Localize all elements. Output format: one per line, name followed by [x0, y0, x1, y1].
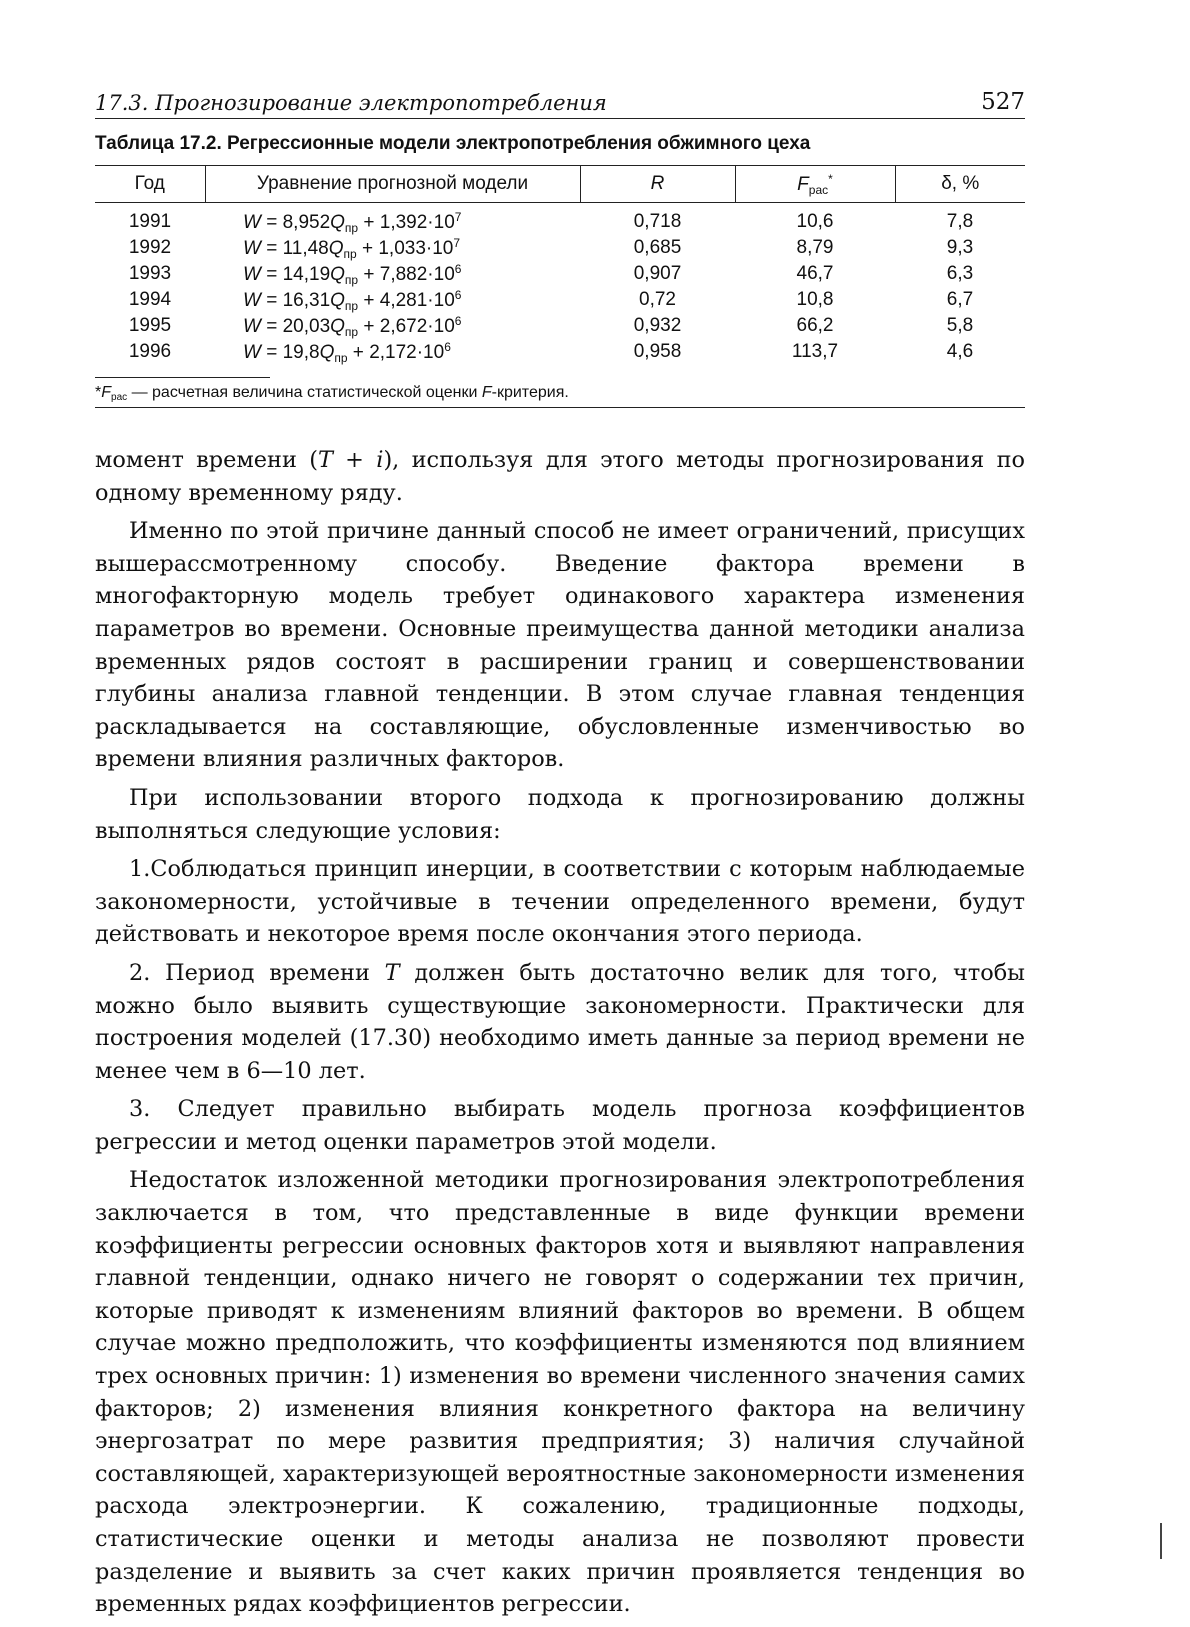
- eq-plus: +: [358, 211, 380, 233]
- eq-q-sub: пр: [334, 350, 348, 365]
- p1-var-i: i: [376, 447, 384, 473]
- eq-lhs: W: [243, 211, 261, 233]
- eq-q-sub: пр: [344, 220, 359, 235]
- eq-coef: 11,48: [282, 237, 329, 259]
- cell-equation: [205, 287, 580, 313]
- cell-equation: [205, 313, 580, 339]
- eq-lhs: W: [243, 315, 261, 337]
- p5-text-b: должен быть достаточно велик для того, чтобы можно было выявить существующие закономерности. Практически для построения моделей (17.30) необходимо иметь данные за период времени не менее чем в 6—10 лет.: [95, 959, 1025, 1084]
- header-equation: Уравнение прогнозной модели: [205, 166, 580, 203]
- page-number: 527: [981, 89, 1025, 115]
- eq-coef: 20,03: [282, 315, 331, 337]
- eq-q: Q: [330, 289, 345, 311]
- eq-mantissa: 2,672·10: [379, 315, 455, 337]
- eq-equals: =: [260, 211, 283, 233]
- cell-equation: [205, 203, 580, 236]
- cell-delta: 6,3: [946, 263, 974, 284]
- eq-coef: 8,952: [282, 211, 331, 233]
- p5-var-t: T: [384, 959, 400, 986]
- header-delta: δ, %: [895, 166, 1025, 203]
- eq-plus: +: [347, 341, 370, 363]
- eq-coef: 16,31: [282, 289, 331, 311]
- p1-text-b: +: [332, 447, 377, 473]
- cell-f: 10,8: [796, 289, 834, 310]
- cell-equation: [205, 339, 580, 365]
- regression-table: [95, 165, 1025, 365]
- eq-lhs: W: [243, 237, 261, 259]
- eq-mantissa: 1,392·10: [379, 211, 455, 233]
- table-row: [95, 313, 1025, 339]
- eq-plus: +: [358, 315, 380, 337]
- cell-year: 1995: [128, 315, 172, 336]
- header-f-sub: рас: [808, 182, 829, 197]
- eq-lhs: W: [243, 263, 261, 285]
- paragraph-1: [95, 444, 1025, 509]
- footnote-f-sub: рас: [111, 392, 128, 403]
- footnote-text-a: — расчетная величина статистической оценки: [127, 384, 482, 401]
- cell-f: 10,6: [796, 211, 834, 232]
- cell-r: 0,932: [633, 315, 682, 336]
- cell-equation: [205, 235, 580, 261]
- paragraph-2: Именно по этой причине данный способ не имеет ограничений, присущих вышерассмотренному способу. Введение фактора времени в многофакторную модель требует одинакового характера изменения параметров во времени. Основные преимущества данной методики анализа временных рядов состоят в расширении границ и совершенствовании глубины анализа главной тенденции. В этом случае главная тенденция раскладывается на составляющие, обусловленные изменчивостью во времени влияния различных факторов.: [95, 518, 1025, 773]
- cell-delta: 7,8: [946, 211, 974, 232]
- paragraph-4: 1.Соблюдаться принцип инерции, в соответствии с которым наблюдаемые закономерности, устойчивые в течении определенного времени, будут действовать и некоторое время после окончания этого периода.: [95, 856, 1025, 948]
- running-header: [95, 88, 1025, 119]
- cell-delta: 4,6: [946, 341, 974, 362]
- eq-q-sub: пр: [344, 272, 359, 287]
- cell-delta: 9,3: [946, 237, 974, 258]
- eq-q-sub: пр: [343, 246, 357, 261]
- section-title: 17.3. Прогнозирование электропотребления: [95, 91, 607, 115]
- p1-text-c: ), используя для этого методы прогнозирования по одному временному ряду.: [95, 447, 1025, 506]
- header-f-star: *: [828, 171, 833, 186]
- cell-equation: [205, 261, 580, 287]
- eq-exponent: 7: [453, 235, 461, 250]
- eq-q: Q: [328, 237, 344, 259]
- table-row: [95, 287, 1025, 313]
- eq-equals: =: [260, 237, 283, 259]
- paragraph-7: Недостаток изложенной методики прогнозирования электропотребления заключается в том, что представленные в виде функции времени коэффициенты регрессии основных факторов хотя и выявляют направления главной тенденции, однако ничего не говорят о содержании тех причин, которые приводят к изменениям влияний факторов во времени. В общем случае можно предположить, что коэффициенты изменяются под влиянием трех основных причин: 1) изменения во времени численного значения самих факторов; 2) изменения влияния конкретного фактора на величину энергозатрат по мере развития предприятия; 3) наличия случайной составляющей, характеризующей вероятностные закономерности изменения расхода электроэнергии. К сожалению, традиционные подходы, статистические оценки и методы анализа не позволяют провести разделение и выявить за счет каких причин проявляется тенденция во временных рядах коэффициентов регрессии.: [95, 1167, 1025, 1618]
- eq-q: Q: [330, 211, 345, 233]
- cell-f: 46,7: [796, 263, 834, 284]
- cell-r: 0,718: [633, 211, 682, 232]
- body-text: [95, 444, 1025, 1621]
- eq-lhs: W: [243, 341, 261, 363]
- footnote-f: F: [101, 384, 112, 401]
- eq-q-sub: пр: [344, 324, 359, 339]
- footnote-star: *: [95, 384, 102, 401]
- eq-mantissa: 4,281·10: [379, 289, 455, 311]
- cell-r: 0,685: [633, 237, 682, 258]
- cell-year: 1996: [128, 341, 172, 362]
- eq-coef: 19,8: [282, 341, 320, 363]
- eq-mantissa: 1,033·10: [378, 237, 454, 259]
- eq-lhs: W: [243, 289, 261, 311]
- eq-mantissa: 2,172·10: [369, 341, 445, 363]
- cell-r: 0,958: [633, 341, 682, 362]
- header-r: R: [580, 166, 735, 203]
- cell-year: 1992: [128, 237, 172, 258]
- footnote-f2: F: [481, 384, 492, 401]
- table-footnote: [95, 378, 1025, 408]
- eq-exponent: 7: [454, 209, 462, 224]
- book-page: [95, 88, 1025, 1627]
- eq-q: Q: [330, 315, 345, 337]
- eq-plus: +: [358, 263, 380, 285]
- footnote-text-b: -критерия.: [491, 384, 569, 401]
- cell-year: 1991: [128, 211, 172, 232]
- eq-equals: =: [260, 289, 283, 311]
- eq-q: Q: [330, 263, 345, 285]
- header-f: [735, 166, 895, 203]
- eq-mantissa: 7,882·10: [379, 263, 455, 285]
- cell-f: 8,79: [796, 237, 834, 258]
- eq-q: Q: [319, 341, 335, 363]
- cell-f: 113,7: [791, 341, 839, 362]
- header-year: Год: [134, 173, 165, 194]
- eq-coef: 14,19: [282, 263, 331, 285]
- paragraph-6: 3. Следует правильно выбирать модель прогноза коэффициентов регрессии и метод оценки параметров этой модели.: [95, 1096, 1025, 1155]
- p1-var-t: T: [317, 447, 333, 473]
- eq-exponent: 6: [454, 261, 462, 276]
- table-header-row: [95, 166, 1025, 203]
- table-row: [95, 235, 1025, 261]
- eq-plus: +: [358, 289, 380, 311]
- cell-r: 0,907: [633, 263, 682, 284]
- cell-year: 1993: [128, 263, 172, 284]
- cell-delta: 6,7: [946, 289, 974, 310]
- eq-equals: =: [260, 315, 283, 337]
- cell-r: 0,72: [639, 289, 676, 310]
- eq-equals: =: [260, 263, 283, 285]
- cell-year: 1994: [128, 289, 172, 310]
- eq-equals: =: [260, 341, 283, 363]
- paragraph-3: При использовании второго подхода к прогнозированию должны выполняться следующие условия:: [95, 784, 1025, 844]
- p5-text-a: 2. Период времени: [129, 959, 385, 986]
- eq-exponent: 6: [454, 287, 462, 302]
- eq-q-sub: пр: [344, 298, 359, 313]
- eq-plus: +: [356, 237, 379, 259]
- table-body: [95, 203, 1025, 366]
- p1-text-a: момент времени (: [95, 447, 318, 473]
- table-row: [95, 261, 1025, 287]
- eq-exponent: 6: [444, 339, 451, 354]
- table-title: Таблица 17.2. Регрессионные модели электропотребления обжимного цеха: [95, 133, 811, 154]
- cell-f: 66,2: [796, 315, 834, 336]
- margin-mark: [1160, 1523, 1162, 1559]
- table-row: [95, 339, 1025, 365]
- paragraph-5: [95, 957, 1025, 1087]
- header-f-symbol: F: [797, 173, 809, 195]
- cell-delta: 5,8: [946, 315, 974, 336]
- eq-exponent: 6: [454, 313, 462, 328]
- table-row: [95, 203, 1025, 236]
